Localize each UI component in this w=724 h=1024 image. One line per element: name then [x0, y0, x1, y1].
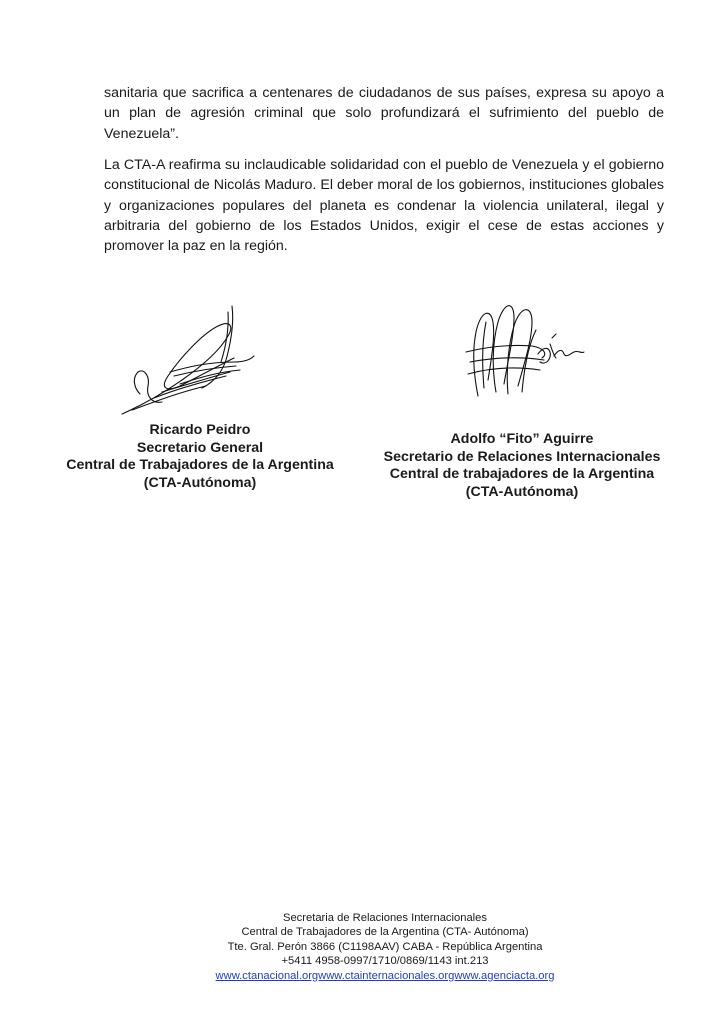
signature-left-image: [110, 302, 260, 420]
signatory-left-title: Secretario General: [136, 439, 264, 456]
footer-line-3: Tte. Gral. Perón 3866 (C1198AAV) CABA - República Argentina: [227, 940, 543, 953]
page-footer: [180, 911, 590, 983]
signatory-left: [40, 422, 360, 492]
signatory-left-organization: Central de Trabajadores de la Argentina: [66, 457, 334, 474]
signatory-left-short: (CTA-Autónoma): [143, 474, 257, 491]
body-paragraph-1: sanitaria que sacrifica a centenares de ciudadanos de sus países, expresa su apoyo a un plan de agresión criminal que solo profundizará el sufrimiento del pueblo de Venezuela”.: [104, 85, 664, 142]
signatory-right-title: Secretario de Relaciones Internacionales: [383, 448, 661, 465]
footer-line-1: Secretaria de Relaciones Internacionales: [283, 912, 487, 924]
signature-right-image: [452, 296, 587, 401]
signatory-right-organization: Central de trabajadores de la Argentina: [389, 466, 655, 483]
footer-links[interactable]: www.ctanacional.orgwww.ctainternacionales.orgwww.agenciacta.org: [215, 969, 555, 982]
signatory-right: [362, 431, 682, 501]
footer-line-2: Central de Trabajadores de la Argentina (CTA- Autónoma): [241, 926, 529, 939]
signatory-right-name: Adolfo “Fito” Aguirre: [450, 431, 594, 447]
body-paragraph-2: La CTA-A reafirma su inclaudicable solidaridad con el pueblo de Venezuela y el gobierno constitucional de Nicolás Maduro. El deber moral de los gobiernos, instituciones globales y organizaciones populares del planeta es condenar la violencia unilateral, ilegal y arbitraria del gobierno de los Estados Unidos, exigir el cese de estas acciones y promover la paz en la región.: [104, 157, 664, 255]
footer-line-4: +5411 4958-0997/1710/0869/1143 int.213: [281, 955, 489, 968]
signatory-right-short: (CTA-Autónoma): [465, 483, 579, 500]
signatory-left-name: Ricardo Peidro: [149, 422, 251, 438]
